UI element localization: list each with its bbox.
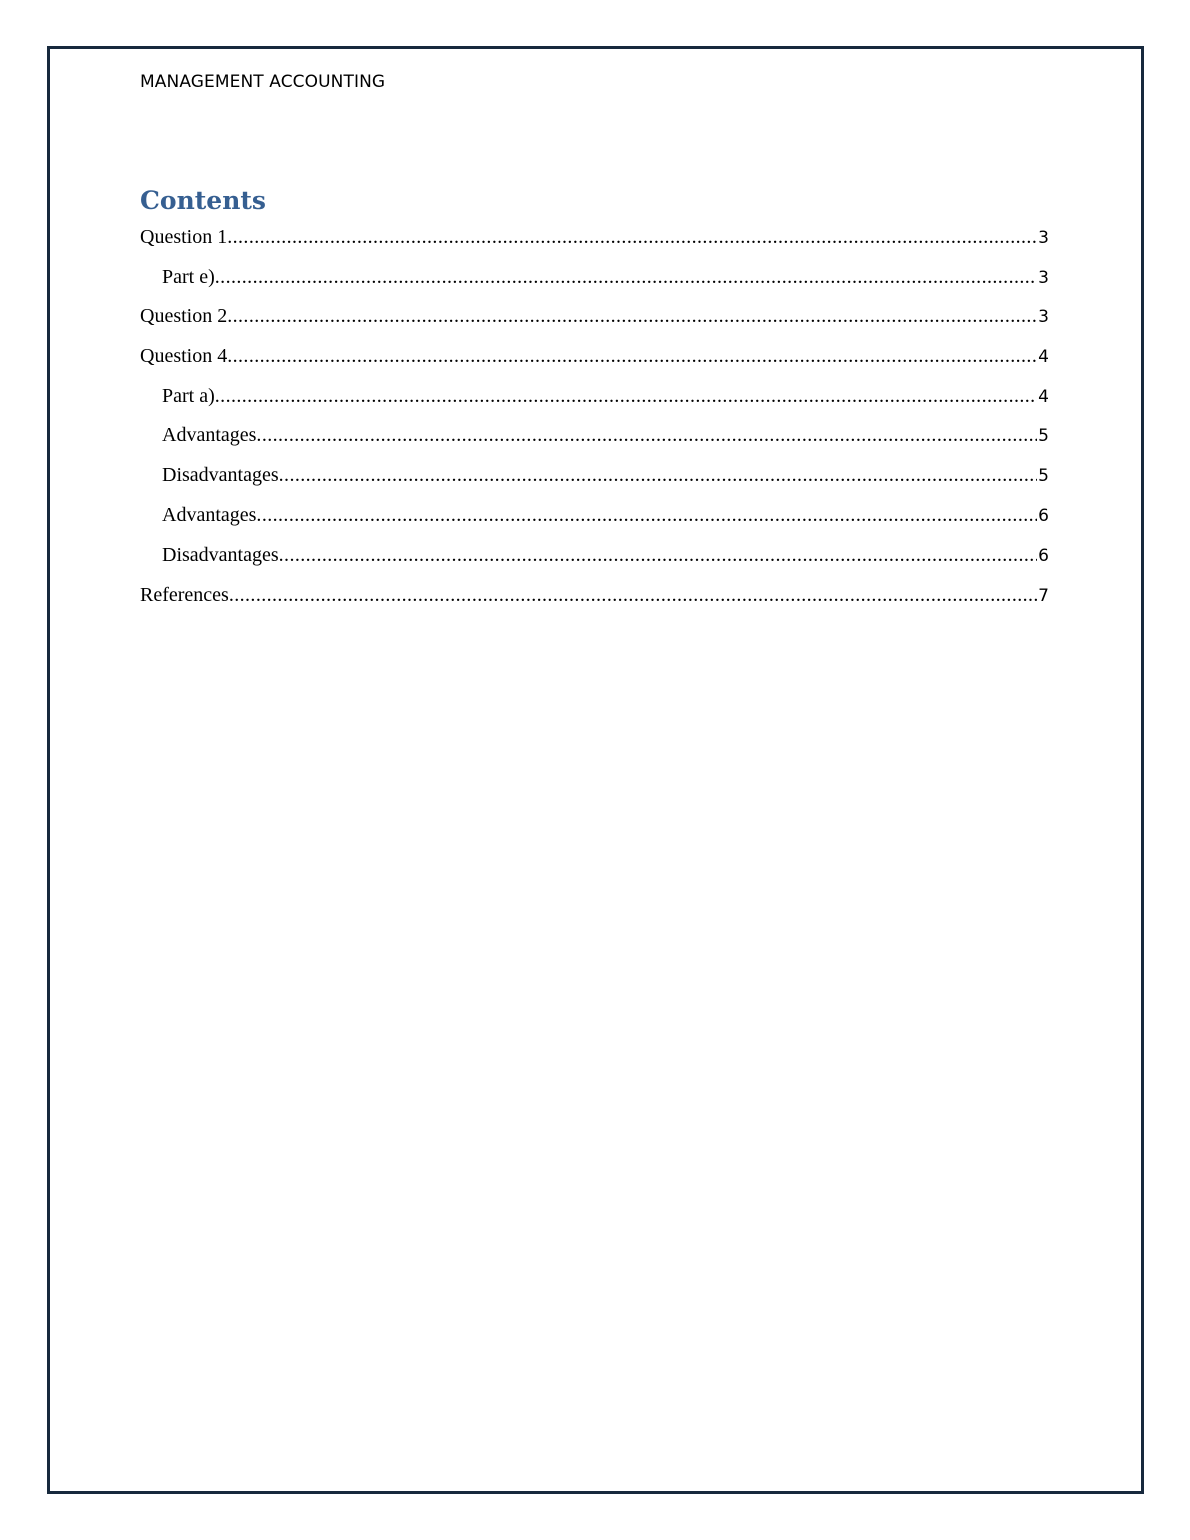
toc-entry-text: Advantages [162, 504, 257, 526]
toc-entry-text: References [140, 584, 229, 606]
toc-page-number: 3 [1038, 307, 1049, 327]
toc-leader-dots [256, 502, 1037, 528]
toc-leader-dots [279, 542, 1038, 568]
toc-page-number: 5 [1038, 466, 1049, 486]
toc-page-number: 6 [1038, 506, 1049, 526]
toc-page-number: 5 [1038, 426, 1049, 446]
toc-entry[interactable] [162, 422, 1049, 448]
toc-entry[interactable] [140, 343, 1049, 369]
toc-entry-text: Disadvantages [162, 544, 279, 566]
toc-entry[interactable] [162, 383, 1049, 409]
toc-entry[interactable] [162, 462, 1049, 488]
toc-entry-text: Question 4 [140, 345, 228, 367]
toc-entry[interactable] [140, 303, 1049, 329]
toc-entry[interactable] [162, 502, 1049, 528]
toc-leader-dots [227, 343, 1037, 369]
toc-entry[interactable] [140, 224, 1049, 250]
toc-entry-text: Disadvantages [162, 464, 279, 486]
toc-title: Contents [140, 186, 267, 215]
toc-entry-text: Question 2 [140, 305, 228, 327]
toc-leader-dots [256, 422, 1037, 448]
toc-page-number: 3 [1038, 268, 1049, 288]
toc-page-number: 6 [1038, 546, 1049, 566]
toc-entry[interactable] [162, 542, 1049, 568]
toc-entry-text: Advantages [162, 424, 257, 446]
toc-entry-text: Part a) [162, 385, 215, 407]
toc-page-number: 4 [1038, 347, 1049, 367]
toc-leader-dots [227, 303, 1037, 329]
toc-leader-dots [279, 462, 1038, 488]
toc-entry[interactable] [140, 582, 1049, 608]
toc-leader-dots [215, 264, 1037, 290]
toc-page-number: 7 [1038, 586, 1049, 606]
toc-leader-dots [229, 582, 1037, 608]
toc-page-number: 4 [1038, 387, 1049, 407]
toc-leader-dots [215, 383, 1037, 409]
toc-leader-dots [227, 224, 1037, 250]
toc-entry-text: Part e) [162, 266, 215, 288]
toc-entry[interactable] [162, 264, 1049, 290]
toc-page-number: 3 [1038, 228, 1049, 248]
running-header: MANAGEMENT ACCOUNTING [140, 72, 386, 92]
toc-entry-text: Question 1 [140, 226, 228, 248]
